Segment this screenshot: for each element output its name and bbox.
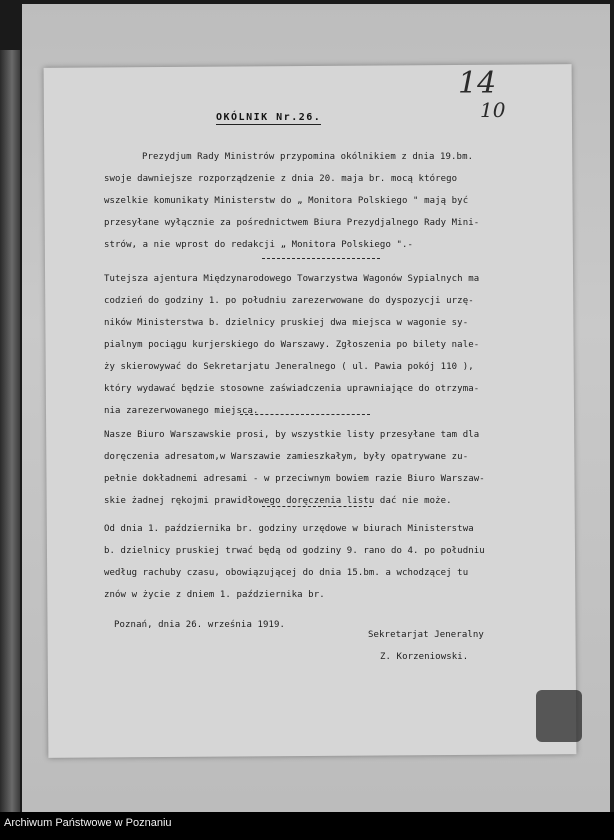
signature-name: Z. Korzeniowski.: [380, 652, 469, 662]
para2-line: Tutejsza ajentura Międzynarodowego Towarzystwa Wagonów Sypialnych ma: [104, 274, 480, 284]
document-heading: OKÓLNIK Nr.26.: [216, 112, 322, 123]
separator-dash: [262, 258, 380, 259]
place-date: Poznań, dnia 26. września 1919.: [114, 620, 286, 630]
archive-name: Archiwum Państwowe w Poznaniu: [4, 817, 172, 829]
para4-line: znów w życie z dniem 1. października br.: [104, 590, 325, 600]
para2-line: pialnym pociągu kurjerskiego do Warszawy. Zgłoszenia po bilety nale-: [104, 340, 480, 350]
para1-line: Prezydjum Rady Ministrów przypomina okólnikiem z dnia 19.bm.: [142, 152, 474, 162]
para2-line: który wydawać będzie stosowne zaświadczenia uprawniające do otrzyma-: [104, 384, 480, 394]
archive-number-bottom: 10: [480, 98, 506, 122]
para4-line: b. dzielnicy pruskiej trwać będą od godziny 9. rano do 4. po południu: [104, 546, 485, 556]
signature-title: Sekretarjat Jeneralny: [368, 630, 484, 640]
para2-line: codzień do godziny 1. po południu zarezerwowane do dyspozycji urzę-: [104, 296, 474, 306]
separator-dash: [262, 506, 372, 507]
corner-shadow: [536, 690, 582, 742]
separator-dash: [240, 414, 370, 415]
para3-line: skie żadnej rękojmi prawidłowego doręczenia listu dać nie może.: [104, 496, 452, 506]
para3-line: Nasze Biuro Warszawskie prosi, by wszystkie listy przesyłane tam dla: [104, 430, 480, 440]
para2-line: nia zarezerwowanego miejsca.: [104, 406, 259, 416]
para3-line: doręczenia adresatom,w Warszawie zamieszkałym, były opatrywane zu-: [104, 452, 469, 462]
archive-number-top: 14: [458, 66, 497, 101]
para3-line: pełnie dokładnemi adresami - w przeciwnym bowiem razie Biuro Warszaw-: [104, 474, 485, 484]
para2-line: ników Ministerstwa b. dzielnicy pruskiej dwa miejsca w wagonie sy-: [104, 318, 469, 328]
para4-line: według rachuby czasu, obowiązującej do dnia 15.bm. a wchodzącej tu: [104, 568, 469, 578]
para1-line: przesyłane wyłącznie za pośrednictwem Biura Prezydjalnego Rady Mini-: [104, 218, 480, 228]
para4-line: Od dnia 1. października br. godziny urzędowe w biurach Ministerstwa: [104, 524, 474, 534]
para2-line: ży skierowywać do Sekretarjatu Jeneralnego ( ul. Pawia pokój 110 ),: [104, 362, 474, 372]
para1-line: strów, a nie wprost do redakcji „ Monitora Polskiego ".-: [104, 240, 414, 250]
para1-line: swoje dawniejsze rozporządzenie z dnia 20. maja br. mocą którego: [104, 174, 458, 184]
binding-strip: [0, 50, 20, 812]
para1-line: wszelkie komunikaty Ministerstw do „ Monitora Polskiego " mają być: [104, 196, 469, 206]
